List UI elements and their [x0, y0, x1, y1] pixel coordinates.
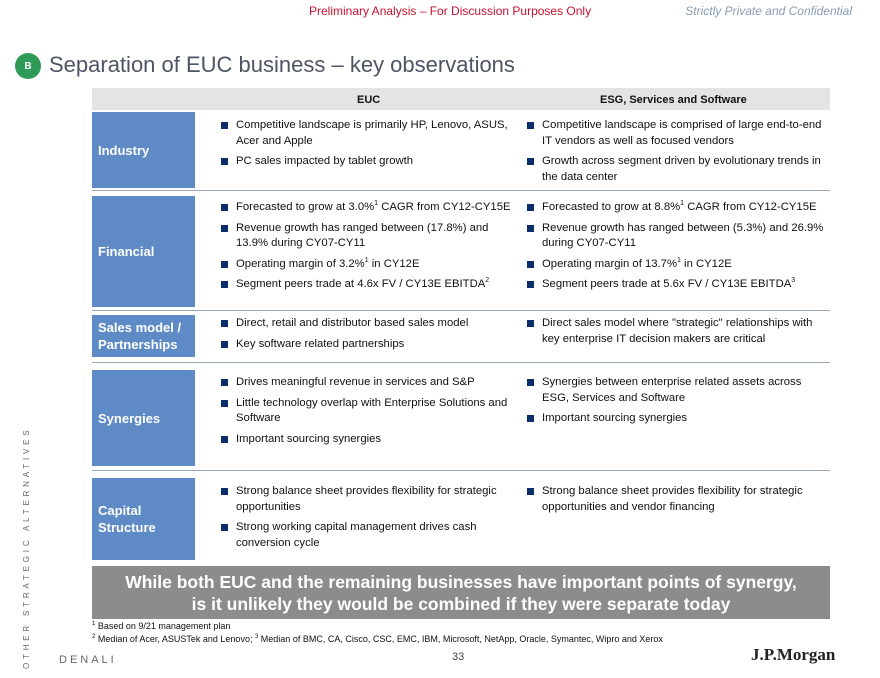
bullet-text: Synergies between enterprise related assets across ESG, Services and Software: [542, 376, 802, 404]
bullet-text: Strong working capital management drives cash conversion cycle: [236, 521, 477, 549]
row-divider: [92, 310, 830, 311]
square-bullet-icon: [527, 158, 534, 165]
row-divider: [92, 190, 830, 191]
footnote-ref: 3: [791, 277, 796, 285]
square-bullet-icon: [527, 225, 534, 232]
footnote-ref: 1: [374, 200, 379, 208]
row-label: [92, 315, 195, 357]
cell-euc: [221, 200, 521, 298]
bullet-item: [221, 520, 521, 551]
bullet-item: [527, 375, 827, 406]
square-bullet-icon: [527, 379, 534, 386]
bullet-item: [527, 484, 827, 515]
bullet-item: [221, 118, 521, 149]
bullet-item: [221, 154, 521, 170]
row-divider: [92, 362, 830, 363]
cell-euc: [221, 484, 521, 556]
footer-codename: DENALI: [59, 654, 117, 666]
row-label-line: Industry: [98, 142, 150, 158]
cell-esg: [527, 118, 827, 190]
bullet-item: [527, 277, 827, 293]
page-number: 33: [452, 651, 465, 663]
conclusion-banner: [92, 566, 830, 619]
bullet-text: Segment peers trade at 5.6x FV / CY13E EBITDA: [542, 278, 792, 290]
banner-line-2: is it unlikely they would be combined if they were separate today: [191, 594, 731, 614]
bullet-text: Competitive landscape is comprised of large end-to-end IT vendors as well as focused vendors: [542, 119, 822, 147]
square-bullet-icon: [221, 225, 228, 232]
row-label-line: Capital: [98, 503, 142, 518]
square-bullet-icon: [221, 204, 228, 211]
footnote-ref: 1: [364, 256, 369, 264]
square-bullet-icon: [527, 488, 534, 495]
square-bullet-icon: [221, 400, 228, 407]
cell-esg: [527, 316, 827, 352]
footnote-ref: 1: [680, 200, 685, 208]
row-label-line: Synergies: [98, 410, 161, 426]
bullet-text: Forecasted to grow at 8.8%: [542, 201, 681, 213]
bullet-item: [221, 200, 521, 216]
bullet-item: [527, 316, 827, 347]
bullet-text: Revenue growth has ranged between (5.3%) and 26.9% during CY07-CY11: [542, 221, 824, 249]
bullet-text: Strong balance sheet provides flexibility for strategic opportunities: [236, 485, 497, 513]
footnote-ref: 1: [677, 256, 681, 264]
bullet-item: [221, 257, 521, 273]
bullet-item: [527, 200, 827, 216]
footnote-1: [92, 621, 230, 631]
footnote-3-text: Median of BMC, CA, Cisco, CSC, EMC, IBM, Microsoft, NetApp, Oracle, Symantec, Wipro and Xerox: [258, 634, 663, 644]
bullet-text-tail: in CY12E: [368, 257, 420, 270]
square-bullet-icon: [527, 281, 534, 288]
page-title: Separation of EUC business – key observations: [49, 52, 515, 77]
bullet-text-tail: CAGR from CY12-CY15E: [684, 201, 817, 213]
row-label-line: Financial: [98, 244, 155, 259]
bullet-text: Competitive landscape is primarily HP, Lenovo, ASUS, Acer and Apple: [236, 119, 508, 147]
square-bullet-icon: [527, 261, 534, 268]
square-bullet-icon: [221, 488, 228, 495]
sidebar-section-label: OTHER STRATEGIC ALTERNATIVES: [22, 426, 31, 669]
square-bullet-icon: [221, 436, 228, 443]
bullet-item: [221, 277, 521, 293]
bullet-item: [221, 337, 521, 353]
bullet-text: Direct sales model where "strategic" relationships with key enterprise IT decision makers are critical: [542, 317, 813, 345]
row-label: [92, 112, 195, 188]
jpmorgan-logo: J.P.Morgan: [751, 645, 836, 664]
confidential-notice: Strictly Private and Confidential: [685, 4, 852, 18]
row-label-line: Structure: [98, 520, 156, 535]
bullet-text: PC sales impacted by tablet growth: [236, 155, 414, 167]
square-bullet-icon: [221, 261, 228, 268]
bullet-text-tail: in CY12E: [680, 257, 732, 270]
square-bullet-icon: [221, 320, 228, 327]
bullet-item: [221, 432, 521, 448]
square-bullet-icon: [221, 524, 228, 531]
column-header-bar: [92, 88, 830, 110]
square-bullet-icon: [221, 379, 228, 386]
row-label: [92, 478, 195, 560]
bullet-text: Important sourcing synergies: [236, 432, 382, 445]
bullet-text: Direct, retail and distributor based sales model: [236, 317, 469, 329]
bullet-item: [221, 396, 521, 427]
square-bullet-icon: [221, 341, 228, 348]
row-label: [92, 196, 195, 307]
cell-euc: [221, 375, 521, 452]
bullet-item: [527, 257, 827, 273]
row-label-line: Partnerships: [98, 337, 178, 352]
bullet-text: Forecasted to grow at 3.0%: [236, 201, 375, 213]
row-label-line: Sales model /: [98, 320, 182, 335]
square-bullet-icon: [527, 204, 534, 211]
bullet-text-tail: CAGR from CY12-CY15E: [378, 201, 511, 213]
bullet-text: Segment peers trade at 4.6x FV / CY13E EBITDA: [236, 278, 486, 290]
bullet-item: [527, 154, 827, 185]
footnote-ref: 2: [485, 277, 490, 285]
bullet-text: Drives meaningful revenue in services and S&P: [236, 376, 475, 388]
bullet-item: [221, 316, 521, 332]
bullet-text: Strong balance sheet provides flexibility for strategic opportunities and vendor financing: [542, 485, 803, 513]
bullet-item: [527, 118, 827, 149]
bullet-text: Little technology overlap with Enterprise Solutions and Software: [236, 396, 508, 424]
footnote-2: [92, 634, 663, 644]
preliminary-notice: Preliminary Analysis – For Discussion Purposes Only: [309, 4, 592, 18]
bullet-text: Operating margin of 3.2%: [236, 257, 365, 270]
bullet-item: [527, 411, 827, 427]
column-header-euc: EUC: [357, 94, 381, 106]
bullet-text: Growth across segment driven by evolutionary trends in the data center: [542, 155, 821, 183]
square-bullet-icon: [527, 122, 534, 129]
row-divider: [92, 470, 830, 471]
bullet-item: [221, 221, 521, 252]
bullet-item: [527, 221, 827, 252]
section-badge: B: [15, 53, 41, 79]
square-bullet-icon: [527, 415, 534, 422]
bullet-text: Revenue growth has ranged between (17.8%) and 13.9% during CY07-CY11: [236, 221, 489, 249]
footnote-1-mark: 1: [92, 621, 96, 627]
cell-esg: [527, 200, 827, 298]
bullet-text: Important sourcing synergies: [542, 412, 688, 424]
cell-esg: [527, 375, 827, 432]
banner-line-1: While both EUC and the remaining businesses have important points of synergy,: [125, 572, 797, 592]
cell-esg: [527, 484, 827, 520]
bullet-item: [221, 375, 521, 391]
cell-euc: [221, 118, 521, 175]
cell-euc: [221, 316, 521, 357]
square-bullet-icon: [221, 158, 228, 165]
bullet-text: Operating margin of 13.7%: [542, 257, 678, 270]
square-bullet-icon: [221, 122, 228, 129]
square-bullet-icon: [221, 281, 228, 288]
footnote-2-mark: 2: [92, 634, 96, 640]
column-header-esg: ESG, Services and Software: [600, 94, 747, 106]
footnote-2-text: Median of Acer, ASUSTek and Lenovo;: [95, 634, 255, 644]
row-label: [92, 370, 195, 466]
footnote-3-mark: 3: [254, 634, 259, 640]
bullet-item: [221, 484, 521, 515]
bullet-text: Key software related partnerships: [236, 337, 405, 350]
footnote-1-text: Based on 9/21 management plan: [95, 621, 231, 631]
square-bullet-icon: [527, 320, 534, 327]
